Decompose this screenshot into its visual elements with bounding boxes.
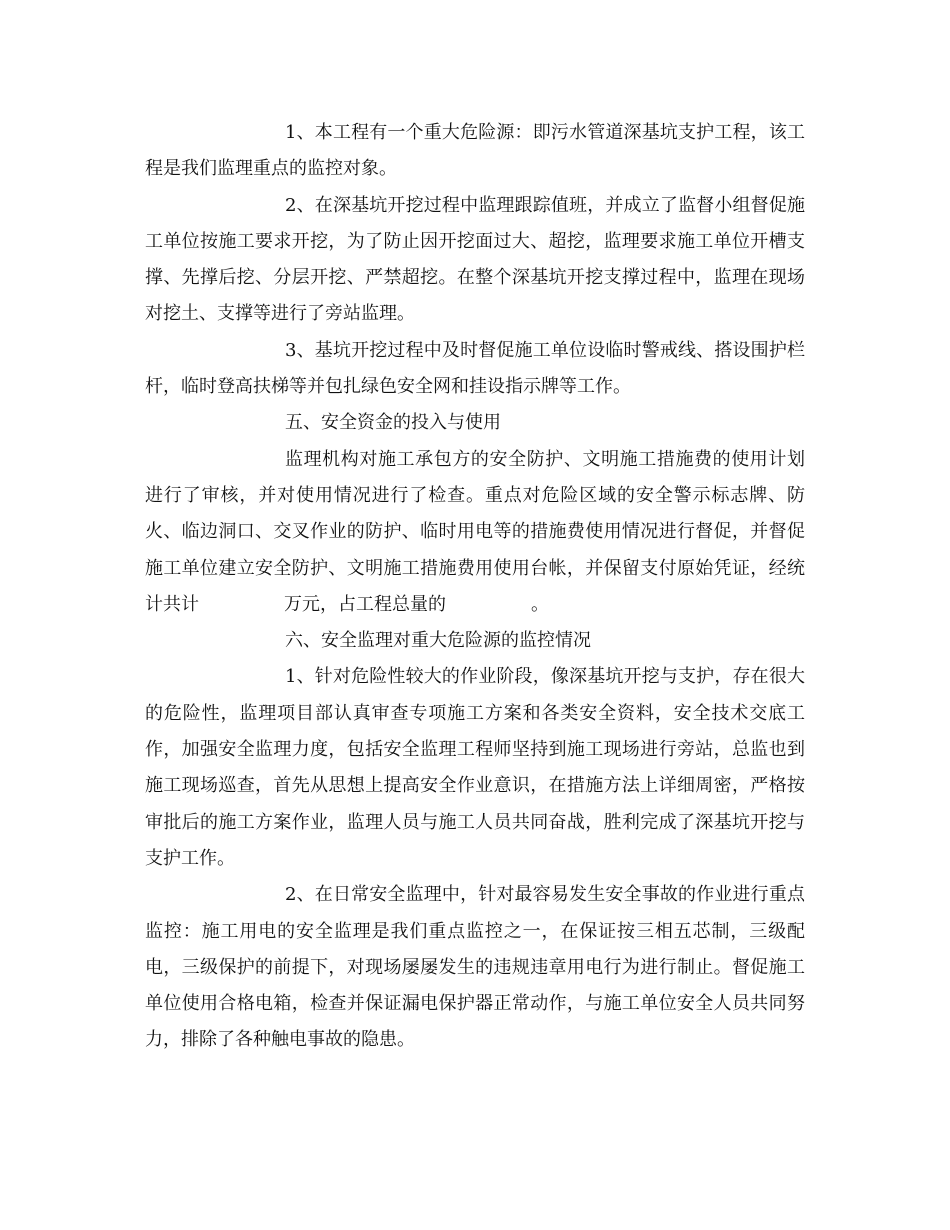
paragraph-excavation-supervision: 2、在深基坑开挖过程中监理跟踪值班，并成立了监督小组督促施工单位按施工要求开挖，为了防止因开挖面过大、超挖，监理要求施工单位开槽支撑、先撑后挖、分层开挖、严禁超挖。在整个深基坑开挖支撑过程中，监理在现场对挖土、支撑等进行了旁站监理。 bbox=[145, 194, 805, 325]
paragraph-electrical-safety: 2、在日常安全监理中，针对最容易发生安全事故的作业进行重点监控：施工用电的安全监理是我们重点监控之一，在保证按三相五芯制，三级配电，三级保护的前提下，对现场屡屡发生的违规违章用电行为进行制止。督促施工单位使用合格电箱，检查并保证漏电保护器正常动作，与施工单位安全人员共同努力，排除了各种触电事故的隐患。 bbox=[145, 884, 805, 1051]
paragraph-safety-funds bbox=[145, 442, 805, 623]
paragraph-hazard-source: 1、本工程有一个重大危险源：即污水管道深基坑支护工程，该工程是我们监理重点的监控对象。 bbox=[145, 122, 805, 180]
section-heading-hazard-monitoring: 六、安全监理对重大危险源的监控情况 bbox=[285, 630, 591, 652]
safety-funds-text-part1: 监理机构对施工承包方的安全防护、文明施工措施费的使用计划进行了审核，并对使用情况进行了检查。重点对危险区域的安全警示标志牌、防火、临边洞口、交叉作业的防护、临时用电等的措施费使用情况进行督促，并督促施工单位建立安全防护、文明施工措施费用使用台帐，并保留支付原始凭证，经统计共计 bbox=[145, 448, 805, 615]
paragraph-high-risk-stages: 1、针对危险性较大的作业阶段，像深基坑开挖与支护，存在很大的危险性，监理项目部认真审查专项施工方案和各类安全资料，安全技术交底工作，加强安全监理力度，包括安全监理工程师坚持到施工现场进行旁站，总监也到施工现场巡查，首先从思想上提高安全作业意识，在措施方法上详细周密，严格按审批后的施工方案作业，监理人员与施工人员共同奋战，胜利完成了深基坑开挖与支护工作。 bbox=[145, 666, 805, 869]
document-body bbox=[145, 115, 805, 1059]
section-heading-safety-funds: 五、安全资金的投入与使用 bbox=[285, 412, 501, 434]
safety-funds-text-part2: 万元，占工程总量的 bbox=[284, 593, 446, 615]
safety-funds-text-part3: 。 bbox=[531, 593, 549, 615]
paragraph-safety-barriers: 3、基坑开挖过程中及时督促施工单位设临时警戒线、搭设围护栏杆，临时登高扶梯等并包扎绿色安全网和挂设指示牌等工作。 bbox=[145, 339, 805, 398]
